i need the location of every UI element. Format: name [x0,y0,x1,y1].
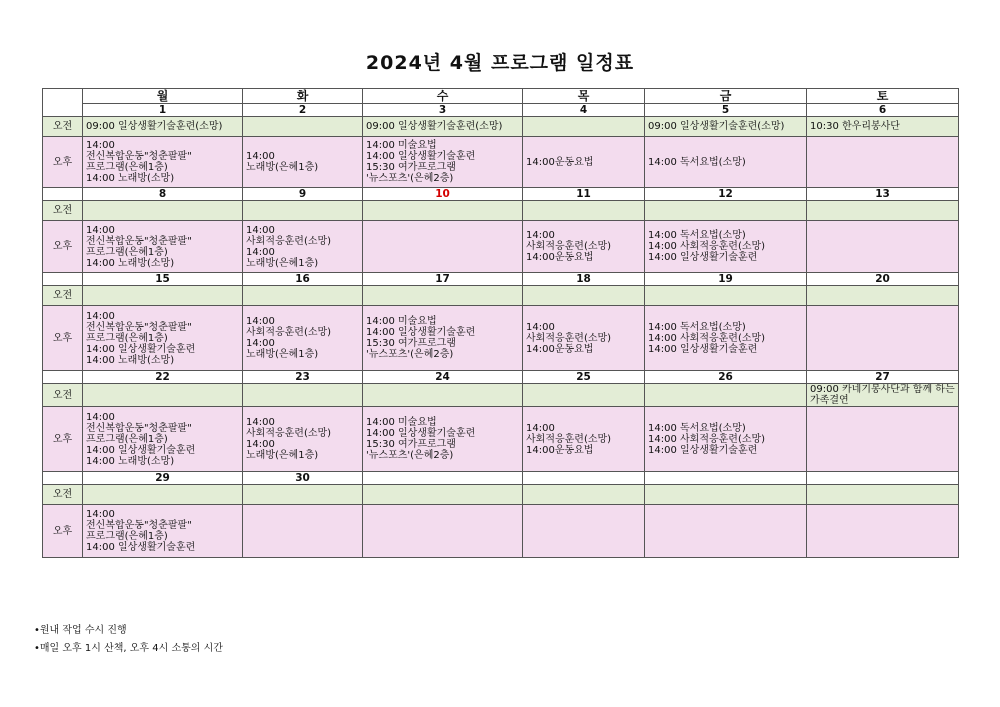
event-line: 프로그램(은혜1층) [86,162,168,173]
event-line: 14:00 [86,140,115,151]
weekday-header: 목 [523,89,645,104]
date-row-spacer [43,472,83,485]
event-line: 14:00 노래방(소망) [86,173,175,184]
event-line: 프로그램(은혜1층) [86,433,168,445]
weekday-header: 화 [243,89,363,104]
pm-cell [83,137,243,188]
pm-cell [645,407,807,472]
event-line: 14:00 [526,422,555,434]
am-cell [83,485,243,505]
am-cell [807,201,959,221]
note-item: •원내 작업 수시 진행 [34,625,127,636]
am-cell [807,286,959,306]
date-cell: 25 [523,371,645,384]
date-row [43,371,959,384]
date-cell: 30 [243,472,363,485]
date-cell: 16 [243,273,363,286]
pm-cell [83,306,243,371]
pm-cell [523,221,645,273]
pm-cell [83,221,243,273]
event-line: 10:30 한우리봉사단 [810,121,900,132]
am-cell [645,117,807,137]
pm-cell [83,505,243,558]
pm-cell [243,407,363,472]
event-line: 14:00운동요법 [526,252,594,263]
note-item: •매일 오후 1시 산책, 오후 4시 소통의 시간 [34,643,223,654]
am-cell [243,384,363,407]
event-line: 14:00 [86,310,115,322]
pm-row [43,306,959,371]
pm-cell [363,505,523,558]
pm-cell [645,306,807,371]
am-cell [645,286,807,306]
pm-cell [807,221,959,273]
event-line: 09:00 일상생활기술훈련(소망) [648,121,785,132]
event-line: 사회적응훈련(소망) [246,428,332,439]
pm-label: 오후 [43,505,83,558]
am-cell [807,485,959,505]
am-cell [83,117,243,137]
event-line: 14:00 사회적응훈련(소망) [648,332,766,344]
pm-row [43,221,959,273]
weekday-header: 토 [807,89,959,104]
am-cell [363,485,523,505]
date-cell: 17 [363,273,523,286]
pm-row [43,505,959,558]
am-cell [807,117,959,137]
am-row [43,286,959,306]
date-cell: 6 [807,104,959,117]
pm-row [43,137,959,188]
date-cell: 8 [83,188,243,201]
date-row [43,188,959,201]
date-cell: 22 [83,371,243,384]
am-cell [363,117,523,137]
date-cell [363,472,523,485]
event-line: 14:00 일상생활기술훈련 [86,343,196,355]
date-row [43,273,959,286]
pm-cell [363,137,523,188]
am-cell [83,201,243,221]
event-line: 14:00 일상생활기술훈련 [86,542,196,553]
date-row [43,472,959,485]
pm-label: 오후 [43,306,83,371]
event-line: 노래방(은혜1층) [246,257,319,269]
event-line: 전신복합운동"청춘팔팔" [86,422,192,434]
pm-cell [363,221,523,273]
pm-cell [243,306,363,371]
event-line: 14:00 [246,338,275,349]
am-row [43,117,959,137]
event-line: 노래방(은혜1층) [246,162,319,173]
am-label: 오전 [43,384,83,407]
am-cell [83,286,243,306]
am-cell [243,485,363,505]
am-cell [645,485,807,505]
event-line: 14:00운동요법 [526,343,594,355]
event-line: 14:00 노래방(소망) [86,455,175,467]
pm-cell [523,306,645,371]
am-cell [523,485,645,505]
am-cell [645,384,807,407]
event-line: 노래방(은혜1층) [246,349,319,360]
date-cell: 15 [83,273,243,286]
pm-cell [645,505,807,558]
event-line: 15:30 여가프로그램 [366,439,456,450]
event-line: 14:00 [246,417,275,428]
event-line: 14:00 일상생활기술훈련 [648,444,758,456]
event-line: 14:00운동요법 [526,444,594,456]
event-line: '뉴스포츠'(은혜2층) [366,349,454,360]
event-line: 14:00 사회적응훈련(소망) [648,433,766,445]
event-line: 15:30 여가프로그램 [366,338,456,349]
date-cell [523,472,645,485]
am-label: 오전 [43,117,83,137]
weekday-header: 수 [363,89,523,104]
pm-cell [523,137,645,188]
am-cell [363,286,523,306]
event-line: 09:00 카네기봉사단과 함께 하는가족결연 [810,384,955,406]
event-line: 사회적응훈련(소망) [526,241,612,252]
event-line: 사회적응훈련(소망) [246,327,332,338]
event-line: 프로그램(은혜1층) [86,531,168,542]
date-row-spacer [43,188,83,201]
date-cell: 18 [523,273,645,286]
event-line: 14:00 독서요법(소망) [648,422,746,434]
pm-cell [243,505,363,558]
am-cell [363,201,523,221]
event-line: 14:00 노래방(소망) [86,257,175,269]
event-line: 14:00 미술요법 [366,140,437,151]
date-row [43,104,959,117]
event-line: '뉴스포츠'(은혜2층) [366,173,454,184]
event-line: 14:00 [86,224,115,236]
event-line: 전신복합운동"청춘팔팔" [86,321,192,333]
event-line: 14:00 일상생활기술훈련 [648,252,758,263]
event-line: 09:00 일상생활기술훈련(소망) [86,121,223,132]
pm-cell [807,137,959,188]
event-line: 사회적응훈련(소망) [526,332,612,344]
am-label: 오전 [43,286,83,306]
pm-row [43,407,959,472]
date-cell: 1 [83,104,243,117]
pm-label: 오후 [43,137,83,188]
am-label: 오전 [43,201,83,221]
event-line: 14:00 사회적응훈련(소망) [648,241,766,252]
pm-cell [243,137,363,188]
am-cell [243,201,363,221]
event-line: 14:00운동요법 [526,156,594,168]
event-line: 14:00 [246,151,275,162]
date-cell: 12 [645,188,807,201]
event-line: 14:00 일상생활기술훈련 [366,428,476,439]
date-cell: 26 [645,371,807,384]
event-line: 프로그램(은혜1층) [86,332,168,344]
event-line: 사회적응훈련(소망) [246,235,332,247]
pm-cell [243,221,363,273]
am-row [43,201,959,221]
am-cell [83,384,243,407]
am-cell [363,384,523,407]
notes [34,622,223,658]
event-line: 14:00 독서요법(소망) [648,230,746,241]
event-line: '뉴스포츠'(은혜2층) [366,450,454,461]
event-line: 14:00 미술요법 [366,316,437,327]
event-line: 프로그램(은혜1층) [86,246,168,258]
corner-cell [43,89,83,117]
pm-label: 오후 [43,407,83,472]
date-cell: 3 [363,104,523,117]
date-cell: 19 [645,273,807,286]
event-line: 전신복합운동"청춘팔팔" [86,520,192,531]
pm-cell [807,407,959,472]
pm-cell [645,137,807,188]
event-line: 14:00 일상생활기술훈련 [366,327,476,338]
event-line: 전신복합운동"청춘팔팔" [86,151,192,162]
event-line: 14:00 [246,246,275,258]
am-cell [523,384,645,407]
am-label: 오전 [43,485,83,505]
date-cell: 13 [807,188,959,201]
event-line: 14:00 [246,439,275,450]
schedule-table [42,88,959,558]
event-line: 15:30 여가프로그램 [366,162,456,173]
date-cell: 20 [807,273,959,286]
date-cell: 23 [243,371,363,384]
pm-cell [645,221,807,273]
date-cell: 5 [645,104,807,117]
am-cell [243,286,363,306]
date-cell: 9 [243,188,363,201]
event-line: 14:00 일상생활기술훈련 [366,151,476,162]
date-row-spacer [43,273,83,286]
event-line: 14:00 노래방(소망) [86,354,175,366]
am-cell [523,117,645,137]
pm-cell [363,306,523,371]
pm-cell [363,407,523,472]
date-cell: 4 [523,104,645,117]
event-line: 14:00 [526,230,555,241]
event-line: 14:00 [86,509,115,520]
event-line: 전신복합운동"청춘팔팔" [86,235,192,247]
pm-cell [807,505,959,558]
event-line: 14:00 미술요법 [366,417,437,428]
event-line: 14:00 독서요법(소망) [648,321,746,333]
date-cell [807,472,959,485]
date-cell: 2 [243,104,363,117]
pm-label: 오후 [43,221,83,273]
date-cell: 10 [363,188,523,201]
weekday-header-row [43,89,959,104]
am-cell [523,286,645,306]
date-cell: 24 [363,371,523,384]
date-cell [645,472,807,485]
event-line: 14:00 일상생활기술훈련 [648,343,758,355]
event-line: 14:00 [246,316,275,327]
am-cell [807,384,959,407]
am-row [43,384,959,407]
date-cell: 27 [807,371,959,384]
date-cell: 29 [83,472,243,485]
event-line: 14:00 [526,321,555,333]
weekday-header: 월 [83,89,243,104]
page-title: 2024년 4월 프로그램 일정표 [365,52,635,74]
date-cell: 11 [523,188,645,201]
event-line: 14:00 [246,224,275,236]
pm-cell [807,306,959,371]
event-line: 09:00 일상생활기술훈련(소망) [366,121,503,132]
am-cell [243,117,363,137]
pm-cell [523,407,645,472]
event-line: 14:00 독서요법(소망) [648,156,746,168]
weekday-header: 금 [645,89,807,104]
am-cell [645,201,807,221]
am-cell [523,201,645,221]
event-line: 사회적응훈련(소망) [526,433,612,445]
event-line: 14:00 [86,411,115,423]
event-line: 노래방(은혜1층) [246,450,319,461]
am-row [43,485,959,505]
pm-cell [83,407,243,472]
event-line: 14:00 일상생활기술훈련 [86,444,196,456]
date-row-spacer [43,371,83,384]
pm-cell [523,505,645,558]
